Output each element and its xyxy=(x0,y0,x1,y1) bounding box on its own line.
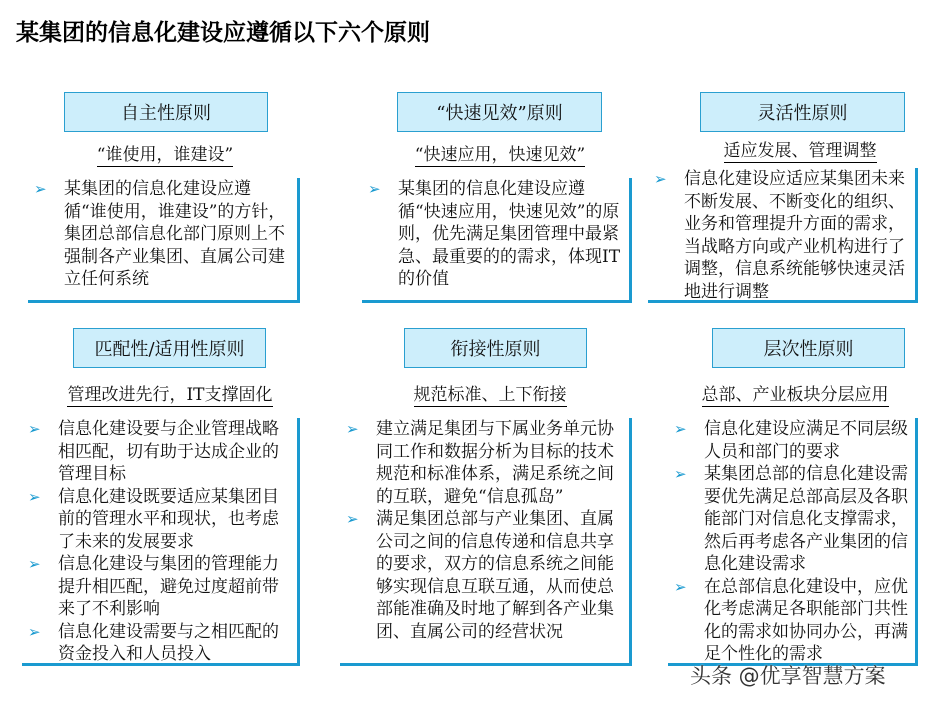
bullet-text: 信息化建设需要与之相匹配的资金投入和人员投入 xyxy=(58,621,279,664)
arrow-bullet-icon: ➢ xyxy=(28,420,41,438)
bullet-text: 信息化建设应适应某集团未来不断发展、不断变化的组织、业务和管理提升方面的需求，当战略方向或产业机构进行了调整，信息系统能够快速灵活地进行调整 xyxy=(684,169,905,302)
principle-header: 层次性原则 xyxy=(712,328,905,368)
arrow-bullet-icon: ➢ xyxy=(674,420,687,438)
arrow-bullet-icon: ➢ xyxy=(34,180,47,198)
principle-subtitle xyxy=(30,140,300,165)
principle-subtitle xyxy=(360,140,640,165)
principle-header: 自主性原则 xyxy=(64,92,268,132)
arrow-bullet-icon: ➢ xyxy=(28,487,41,506)
subtitle-text: “谁使用，谁建设” xyxy=(96,145,234,165)
bullet-item xyxy=(648,168,909,303)
principle-body xyxy=(362,178,632,303)
arrow-bullet-icon: ➢ xyxy=(346,420,359,438)
principle-header: “快速见效”原则 xyxy=(397,92,602,132)
bullet-item xyxy=(22,486,291,554)
arrow-bullet-icon: ➢ xyxy=(346,510,359,528)
bullet-text: 信息化建设应满足不同层级人员和部门的要求 xyxy=(704,419,908,462)
subtitle-text: 总部、产业板块分层应用 xyxy=(701,385,889,405)
bullet-text: 信息化建设要与企业管理战略相匹配，切有助于达成企业的管理目标 xyxy=(58,419,279,484)
bullet-text: 在总部信息化建设中，应优化考虑满足各职能部门共性化的需求如协同办公，再满足个性化的需求 xyxy=(704,576,908,664)
principle-header: 匹配性/适用性原则 xyxy=(73,328,266,368)
bullet-item xyxy=(22,621,291,666)
subtitle-text: 适应发展、管理调整 xyxy=(723,141,877,161)
arrow-bullet-icon: ➢ xyxy=(368,180,381,198)
arrow-bullet-icon: ➢ xyxy=(28,622,41,641)
bullet-text: 某集团的信息化建设应遵循“快速应用，快速见效”的原则，优先满足集团管理中最紧急、最重要的的需求，体现IT的价值 xyxy=(398,179,621,289)
bullet-item xyxy=(22,418,291,486)
bullet-item xyxy=(668,463,909,576)
bullet-item xyxy=(362,178,623,291)
arrow-bullet-icon: ➢ xyxy=(28,555,41,573)
principle-body xyxy=(340,418,632,666)
bullet-text: 满足集团总部与产业集团、直属公司之间的信息传递和信息共享的要求，双方的信息系统之间能够实现信息互联互通，从而使总部能准确及时地了解到各产业集团、直属公司的经营状况 xyxy=(376,509,614,642)
watermark: 头条 @优享智慧方案 xyxy=(690,664,886,688)
bullet-item xyxy=(340,418,623,508)
bullet-item xyxy=(22,553,291,621)
bullet-text: 某集团总部的信息化建设需要优先满足总部高层及各职能部门对信息化支撑需求，然后再考虑各产业集团的信息化建设需求 xyxy=(704,464,908,574)
bullet-item xyxy=(28,178,291,291)
principle-subtitle xyxy=(670,380,920,405)
principle-body xyxy=(28,178,300,303)
arrow-bullet-icon: ➢ xyxy=(654,170,667,188)
bullet-text: 某集团的信息化建设应遵循“谁使用，谁建设”的方针，集团总部信息化部门原则上不强制各产业集团、直属公司建立任何系统 xyxy=(64,179,286,289)
principle-body xyxy=(668,418,918,666)
bullet-text: 信息化建设与集团的管理能力提升相匹配，避免过度超前带来了不利影响 xyxy=(58,554,279,619)
arrow-bullet-icon: ➢ xyxy=(674,465,687,483)
bullet-item xyxy=(340,508,623,643)
bullet-text: 信息化建设既要适应某集团目前的管理水平和现状，也考虑了未来的发展要求 xyxy=(58,486,279,552)
bullet-item xyxy=(668,418,909,463)
principle-subtitle xyxy=(40,380,300,405)
bullet-item xyxy=(668,576,909,666)
subtitle-text: “快速应用，快速见效” xyxy=(414,145,586,165)
principle-header: 灵活性原则 xyxy=(700,92,905,132)
subtitle-text: 管理改进先行，IT支撑固化 xyxy=(67,385,273,405)
principle-subtitle xyxy=(680,136,920,161)
bullet-text: 建立满足集团与下属业务单元协同工作和数据分析为目标的技术规范和标准体系，满足系统之间的互联，避免“信息孤岛” xyxy=(376,419,614,507)
principle-body xyxy=(648,168,918,303)
principle-subtitle xyxy=(360,380,620,405)
principle-body xyxy=(22,418,300,666)
page-title: 某集团的信息化建设应遵循以下六个原则 xyxy=(16,20,430,46)
subtitle-text: 规范标准、上下衔接 xyxy=(413,385,567,405)
arrow-bullet-icon: ➢ xyxy=(674,577,687,596)
principle-header: 衔接性原则 xyxy=(404,328,587,368)
